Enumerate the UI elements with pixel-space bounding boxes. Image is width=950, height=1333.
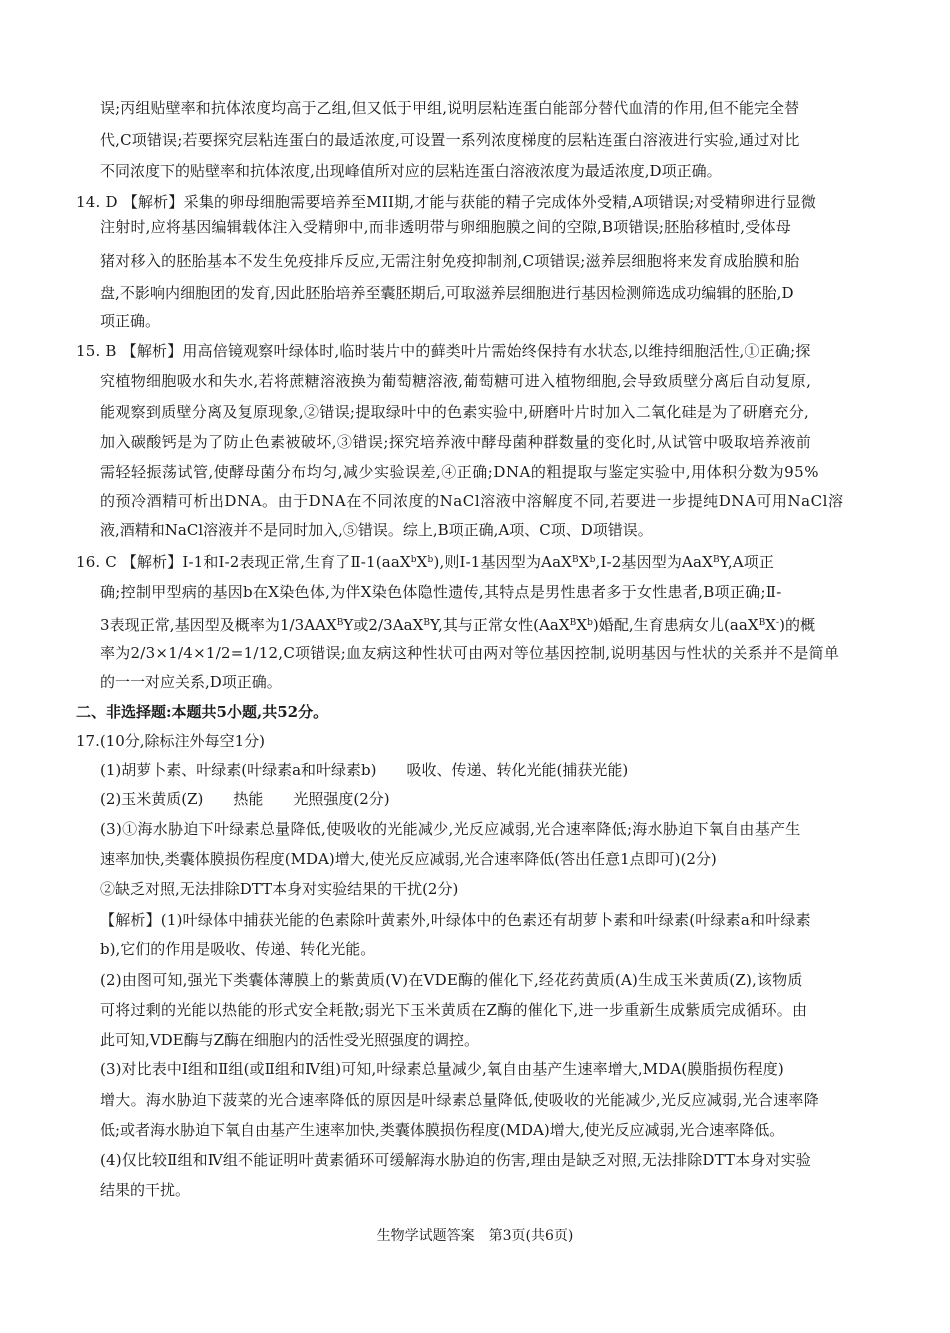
text-line: 猪对移入的胚胎基本不发生免疫排斥反应,无需注射免疫抑制剂,C项错误;滋养层细胞将来发育成胎膜和胎: [100, 252, 800, 270]
text-line: b),它们的作用是吸收、传递、转化光能。: [100, 940, 376, 958]
text-line: 增大。海水胁迫下菠菜的光合速率降低的原因是叶绿素总量降低,使吸收的光能减少,光反应减弱,光合速率降: [100, 1091, 820, 1109]
text-line: 液,酒精和NaCl溶液并不是同时加入,⑤错误。综上,B项正确,A项、C项、D项错误。: [100, 521, 653, 539]
text-line: (1)胡萝卜素、叶绿素(叶绿素a和叶绿素b) 吸收、传递、转化光能(捕获光能): [100, 761, 629, 779]
text-line: 15. B 【解析】用高倍镜观察叶绿体时,临时装片中的藓类叶片需始终保持有水状态,以维持细胞活性,①正确;探: [76, 342, 811, 360]
text-line: 低;或者海水胁迫下氧自由基产生速率加快,类囊体膜损伤程度(MDA)增大,使光反应减弱,光合速率降低。: [100, 1121, 785, 1139]
text-line: 14. D 【解析】采集的卵母细胞需要培养至MII期,才能与获能的精子完成体外受精,A项错误;对受精卵进行显微: [76, 193, 817, 211]
text-line: 不同浓度下的贴壁率和抗体浓度,出现峰值所对应的层粘连蛋白溶液浓度为最适浓度,D项正确。: [100, 162, 722, 180]
text-line: 需轻轻振荡试管,使酵母菌分布均匀,减少实验误差,④正确;DNA的粗提取与鉴定实验中,用体积分数为95%: [100, 463, 819, 481]
text-line: (3)①海水胁迫下叶绿素总量降低,使吸收的光能减少,光反应减弱,光合速率降低;海水胁迫下氧自由基产生: [100, 820, 801, 838]
text-line: 加入碳酸钙是为了防止色素被破坏,③错误;探究培养液中酵母菌种群数量的变化时,从试管中吸取培养液前: [100, 433, 812, 451]
text-line: 的一一对应关系,D项正确。: [100, 673, 282, 691]
text-line: 结果的干扰。: [100, 1181, 191, 1199]
text-line: 确;控制甲型病的基因b在X染色体,为伴X染色体隐性遗传,其特点是男性患者多于女性患者,B项正确;Ⅱ-: [100, 583, 782, 601]
text-line: (2)玉米黄质(Z) 热能 光照强度(2分): [100, 790, 390, 808]
text-line: 可将过剩的光能以热能的形式安全耗散;弱光下玉米黄质在Z酶的催化下,进一步重新生成紫质完成循环。由: [100, 1001, 808, 1019]
text-line: 注射时,应将基因编辑载体注入受精卵中,而非透明带与卵细胞膜之间的空隙,B项错误;胚胎移植时,受体母: [100, 218, 791, 236]
text-line: 究植物细胞吸水和失水,若将蔗糖溶液换为葡萄糖溶液,葡萄糖可进入植物细胞,会导致质壁分离后自动复原,: [100, 372, 812, 390]
text-line: 代,C项错误;若要探究层粘连蛋白的最适浓度,可设置一系列浓度梯度的层粘连蛋白溶液进行实验,通过对比: [100, 131, 800, 149]
text-line: 项正确。: [100, 312, 161, 330]
text-line: (3)对比表中Ⅰ组和Ⅱ组(或Ⅱ组和Ⅳ组)可知,叶绿素总量减少,氧自由基产生速率增大,MDA(膜脂损伤程度): [100, 1060, 784, 1078]
text-line: (4)仅比较Ⅱ组和Ⅳ组不能证明叶黄素循环可缓解海水胁迫的伤害,理由是缺乏对照,无法排除DTT本身对实验: [100, 1151, 811, 1169]
text-line: 误;丙组贴壁率和抗体浓度均高于乙组,但又低于甲组,说明层粘连蛋白能部分替代血清的作用,但不能完全替: [100, 99, 800, 117]
page-footer: 生物学试题答案 第3页(共6页): [376, 1228, 574, 1244]
text-line: 3表现正常,基因型及概率为$1/3AAX^BY$或2/3AaX$^B$Y,其与正常女性$(AaX^BX^b)$婚配,生育患病女儿(aaX$^B$X-)的概: [100, 616, 816, 634]
section-heading: 二、非选择题:本题共5小题,共52分。: [76, 703, 329, 721]
text-line: 17.(10分,除标注外每空1分): [76, 732, 265, 750]
text-line: 【解析】(1)叶绿体中捕获光能的色素除叶黄素外,叶绿体中的色素还有胡萝卜素和叶绿素(叶绿素a和叶绿素: [100, 911, 811, 929]
text-line: 能观察到质壁分离及复原现象,②错误;提取绿叶中的色素实验中,研磨叶片时加入二氧化硅是为了研磨充分,: [100, 403, 810, 421]
text-line: 速率加快,类囊体膜损伤程度(MDA)增大,使光反应减弱,光合速率降低(答出任意1点即可)(2分): [100, 850, 717, 868]
text-line: 16. C 【解析】Ⅰ-1和Ⅰ-2表现正常,生育了$Ⅱ-1(aaX^bX^b)$,则Ⅰ-1基因型为$AaX^BX^b,Ⅰ-2$基因型为AaX$^B$Y,A项正: [76, 553, 775, 571]
text-line: ②缺乏对照,无法排除DTT本身对实验结果的干扰(2分): [100, 880, 459, 898]
text-line: 率为2/3×1/4×1/2=1/12,C项错误;血友病这种性状可由两对等位基因控制,说明基因与性状的关系并不是简单: [100, 644, 840, 662]
text-line: 此可知,VDE酶与Z酶在细胞内的活性受光照强度的调控。: [100, 1031, 480, 1049]
text-line: (2)由图可知,强光下类囊体薄膜上的紫黄质(V)在VDE酶的催化下,经花药黄质(A)生成玉米黄质(Z),该物质: [100, 971, 803, 989]
text-line: 的预冷酒精可析出DNA。由于DNA在不同浓度的NaCl溶液中溶解度不同,若要进一步提纯DNA可用NaCl溶: [100, 492, 844, 510]
text-line: 盘,不影响内细胞团的发育,因此胚胎培养至囊胚期后,可取滋养层细胞进行基因检测筛选成功编辑的胚胎,D: [100, 284, 794, 302]
